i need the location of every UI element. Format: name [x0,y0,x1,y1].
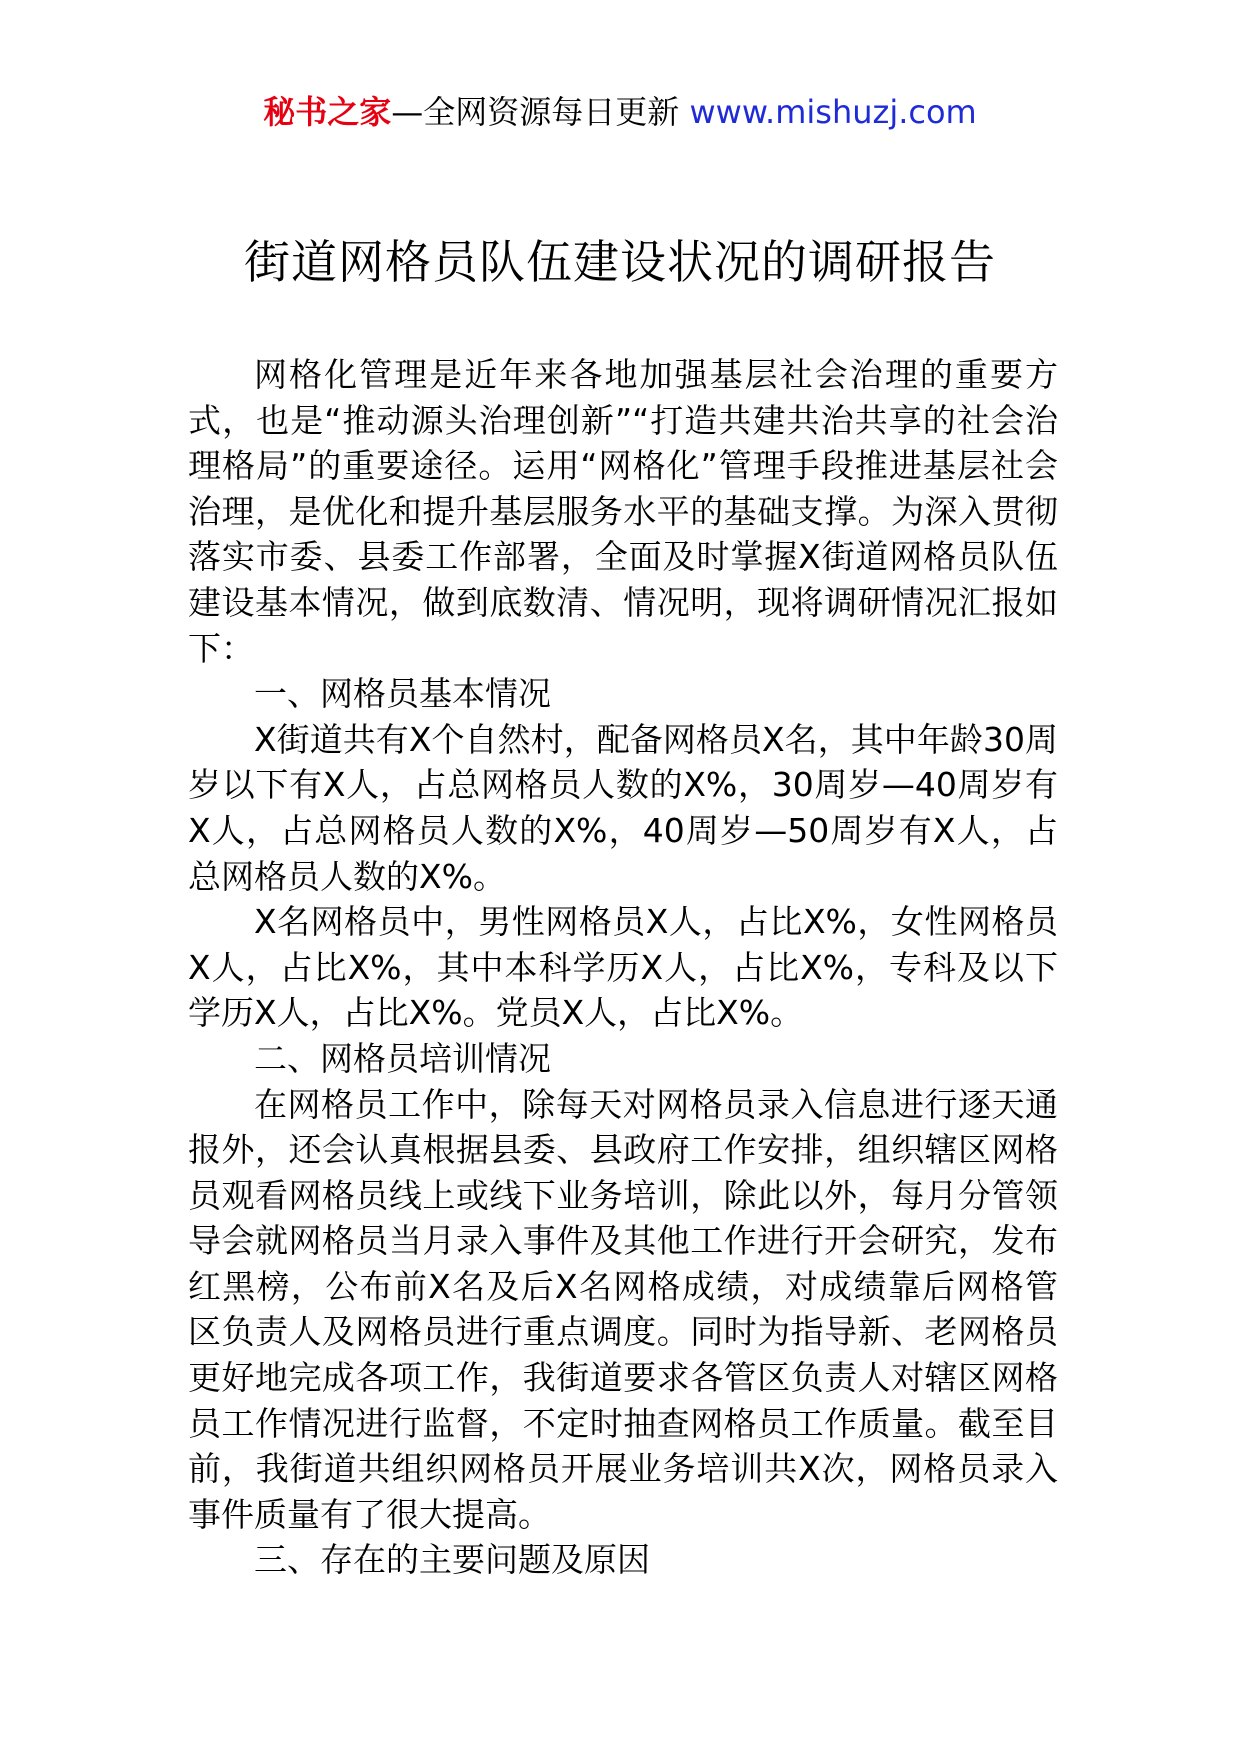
section-heading-training: 二、网格员培训情况 [254,1038,551,1078]
site-tagline: —全网资源每日更新 [391,93,690,131]
document-title: 街道网格员队伍建设状况的调研报告 [244,235,996,289]
document-body [188,352,1058,1583]
site-header-banner [0,92,1240,132]
body-paragraph-gender-education-stats: X名网格员中，男性网格员X人，占比X%，女性网格员X人，占比X%，其中本科学历X人，占比X%，专科及以下学历X人，占比X%。党员X人，占比X%。 [188,902,1058,1033]
body-paragraph-age-stats: X街道共有X个自然村，配备网格员X名，其中年龄30周岁以下有X人，占总网格员人数的X%，30周岁—40周岁有X人，占总网格员人数的X%，40周岁—50周岁有X人，占总网格员人数的X%。 [188,719,1058,896]
body-paragraph-training: 在网格员工作中，除每天对网格员录入信息进行逐天通报外，还会认真根据县委、县政府工作安排，组织辖区网格员观看网格员线上或线下业务培训，除此以外，每月分管领导会就网格员当月录入事件及其他工作进行开会研究，发布红黑榜，公布前X名及后X名网格成绩，对成绩靠后网格管区负责人及网格员进行重点调度。同时为指导新、老网格员更好地完成各项工作，我街道要求各管区负责人对辖区网格员工作情况进行监督，不定时抽查网格员工作质量。截至目前，我街道共组织网格员开展业务培训共X次，网格员录入事件质量有了很大提高。 [188,1084,1058,1534]
site-brand-name: 秘书之家 [263,93,392,131]
section-heading-problems: 三、存在的主要问题及原因 [254,1540,650,1580]
site-url-link[interactable]: www.mishuzj.com [689,93,977,131]
section-heading-basic-info: 一、网格员基本情况 [254,674,551,714]
intro-paragraph: 网格化管理是近年来各地加强基层社会治理的重要方式，也是“推动源头治理创新”“打造共建共治共享的社会治理格局”的重要途径。运用“网格化”管理手段推进基层社会治理，是优化和提升基层服务水平的基础支撑。为深入贯彻落实市委、县委工作部署，全面及时掌握X街道网格员队伍建设基本情况，做到底数清、情况明，现将调研情况汇报如下： [188,355,1058,668]
